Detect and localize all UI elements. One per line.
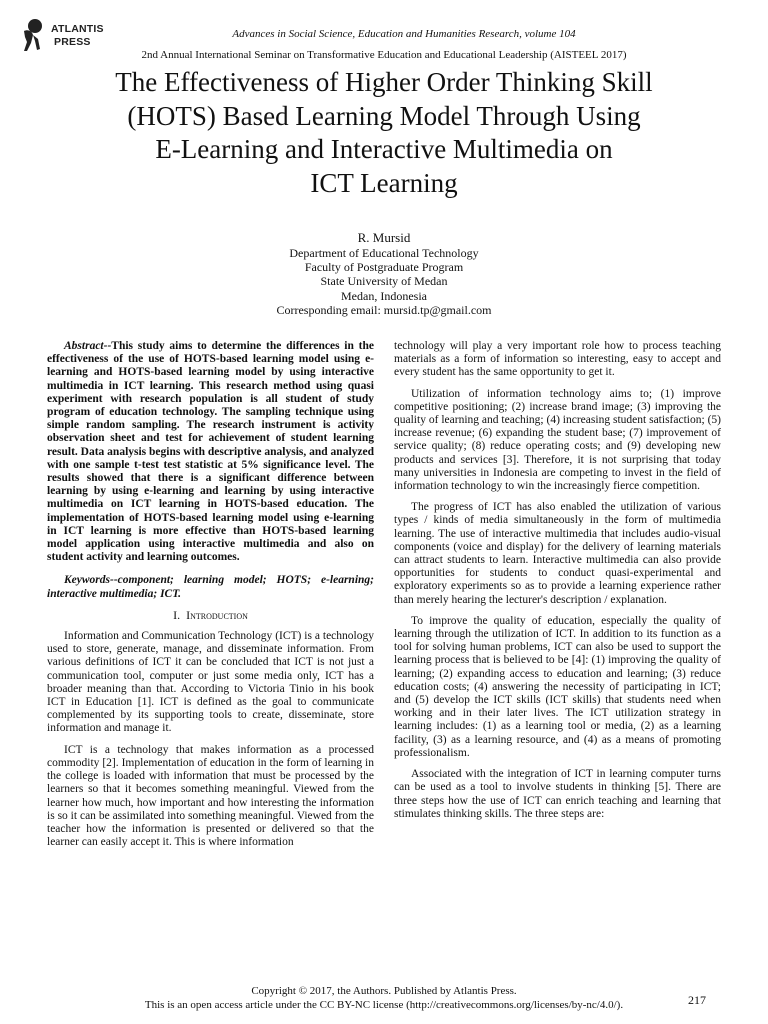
body-paragraph: Utilization of information technology aims to; (1) improve competitive positioning; (2) increase brand image; (3) improving the quality of learning and teaching; (4) increasing student satisfaction; (5) increase revenue; (6) expanding the student base; (7) improvement of service quality; (8) reduce operating costs; and (9) developing new products and services [3]. Therefore, it is not surprising that today many universities in Indonesia are competing to invest in the field of information technology to win the increasingly fierce competition.	[394, 387, 721, 493]
body-paragraph: To improve the quality of education, especially the quality of learning through the utilization of ICT. In addition to its function as a tool for solving human problems, ICT can also be used to support the learning process that is believed to be [4]: (1) improving the quality of learning; (2) expanding access to education and learning; (3) reduce education costs; (4) answering the necessity of participating in ICT; and (5) develop the ICT skills (ICT skills) that students need when working and in their later lives. The ICT utilization strategy in learning includes: (1) as a learning tool or media, (2) as a learning facility, (3) as a learning resource, and (4) as a means of promoting professionalism.	[394, 614, 721, 759]
logo-line-atlantis: ATLANTIS	[51, 23, 104, 35]
footer	[0, 985, 768, 1012]
abstract-text: This study aims to determine the differences in the effectiveness of the use of HOTS-based learning model using e-learning and HOTS-based learning model by using interactive multimedia in ICT learning. This research method using quasi experiment with research population is all student of study program of education technology. The sampling technique using simple random sampling. The research instrument is activity observation sheet and test for achievement of student learning result. Data analysis begins with descriptive analysis, and analyzed with one sample t-test test statistic at 5% significance level. The results showed that there is a significant difference between learning by using e-learning and learning by using interactive multimedia on ICT learning in HOTS-based education. The implementation of HOTS-based learning model using e-learning in ICT learning is more effective than HOTS-based learning model application using interactive multimedia and also on student activity and learning outcomes.	[47, 340, 374, 564]
author-name: R. Mursid	[357, 230, 411, 245]
section-title: Introduction	[186, 607, 248, 622]
title-line: (HOTS) Based Learning Model Through Using	[127, 100, 641, 131]
page-number: 217	[688, 993, 706, 1007]
abstract-label: Abstract--	[64, 340, 112, 352]
section-number: I.	[173, 607, 181, 622]
journal-title: Advances in Social Science, Education and Humanities Research, volume 104	[232, 28, 576, 40]
title-line: ICT Learning	[310, 167, 458, 198]
logo-line-press: PRESS	[54, 36, 91, 48]
author-university: State University of Medan	[320, 274, 448, 289]
keywords: Keywords--component; learning model; HOTS; e-learning; interactive multimedia; ICT.	[47, 574, 374, 600]
left-column	[47, 340, 374, 857]
copyright-notice: Copyright © 2017, the Authors. Published by Atlantis Press.	[251, 985, 517, 997]
section-heading	[47, 609, 374, 622]
author-department: Department of Educational Technology	[289, 246, 479, 260]
right-column	[394, 340, 721, 829]
abstract	[47, 340, 374, 564]
body-paragraph: Information and Communication Technology (ICT) is a technology used to store, generate, manage, and disseminate information. From various definitions of ICT it can be concluded that ICT is not just a communication tool, computer or just some media only, ICT has a broader meaning than that. According to Victoria Tinio in his book ICT in Education [1]. ICT is defined as the goal to communicate complemented by its supporting tools to create, disseminate, store information and manage it.	[47, 630, 374, 735]
author-block	[0, 230, 768, 317]
title-line: The Effectiveness of Higher Order Thinking Skill	[115, 67, 653, 97]
conference-title: 2nd Annual International Seminar on Transformative Education and Educational Leadership (AISTEEL 2017)	[141, 49, 627, 61]
paper-title	[40, 66, 728, 200]
body-paragraph: Associated with the integration of ICT in learning computer turns can be used as a tool to involve students in thinking [5]. There are three steps how the use of ICT can enrich teaching and learning that stimulates thinking skills. The three steps are:	[394, 768, 721, 820]
body-paragraph: ICT is a technology that makes information as a processed commodity [2]. Implementation of education in the form of learning in the college is loaded with information that must be processed by the learners so that it becomes something meaningful. Viewed from the learner how much, how important and how interesting the information is so it can be assimilated into something meaningful. Viewed from the teacher how the information is presented or delivered so that the learner can easily accept it. This is where information	[47, 743, 374, 849]
body-paragraph: The progress of ICT has also enabled the utilization of various types / kinds of media simultaneously in the form of multimedia learning. The use of interactive multimedia that includes audio-visual components (voice and display) for the delivery of learning materials can attract students to learn. Interactive multimedia can also provide opportunities for students to conduct quasi-experimental and exploratory experiments so as to provide a learning experience rather than merely hearing the lecturer's description / explanation.	[394, 501, 721, 606]
title-line: E-Learning and Interactive Multimedia on	[155, 134, 613, 164]
author-location: Medan, Indonesia	[341, 288, 427, 303]
author-faculty: Faculty of Postgraduate Program	[304, 260, 464, 275]
body-paragraph: technology will play a very important role how to process teaching materials as a form of information so interesting, easy to accept and every student has the same opportunity to get it.	[394, 340, 721, 379]
license-notice: This is an open access article under the CC BY-NC license (http://creativecommons.org/licenses/by-nc/4.0/).	[144, 998, 624, 1011]
author-email: Corresponding email: mursid.tp@gmail.com	[276, 302, 492, 317]
